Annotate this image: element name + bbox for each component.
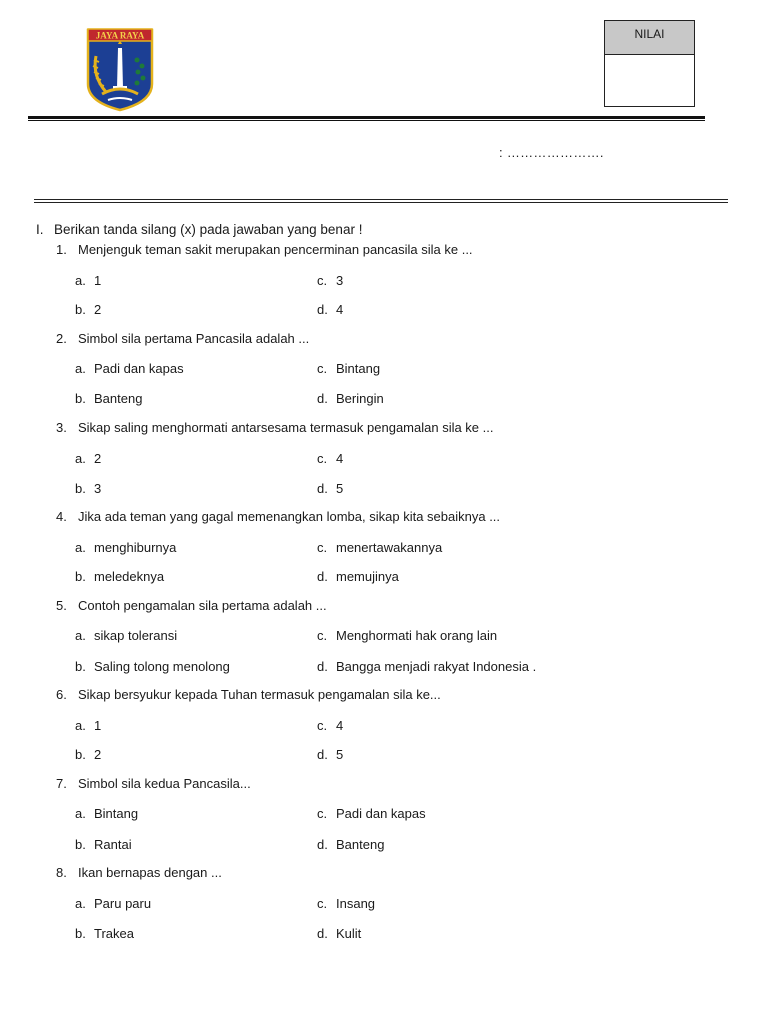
option-text: meledeknya xyxy=(94,569,165,584)
question-7 xyxy=(56,776,251,791)
question-number: 8. xyxy=(56,865,67,880)
option-letter: b. xyxy=(75,837,86,852)
option-a[interactable] xyxy=(75,628,177,643)
option-text: menghiburnya xyxy=(94,540,177,555)
question-text: Contoh pengamalan sila pertama adalah ... xyxy=(78,598,327,613)
question-1 xyxy=(56,242,473,257)
option-letter: a. xyxy=(75,451,86,466)
name-fill-line: : …………………. xyxy=(499,145,604,160)
option-text: Insang xyxy=(336,896,376,911)
option-text: 5 xyxy=(336,481,344,496)
option-text: Paru paru xyxy=(94,896,152,911)
option-b[interactable] xyxy=(75,837,132,852)
option-text: 2 xyxy=(94,302,102,317)
option-letter: a. xyxy=(75,806,86,821)
question-2 xyxy=(56,331,309,346)
option-b[interactable] xyxy=(75,391,142,406)
option-text: Rantai xyxy=(94,837,132,852)
question-4 xyxy=(56,509,500,524)
option-letter: a. xyxy=(75,896,86,911)
section-divider-top xyxy=(34,199,728,200)
option-letter: c. xyxy=(317,273,328,288)
svg-text:JAYA RAYA: JAYA RAYA xyxy=(95,30,145,41)
option-text: 2 xyxy=(94,747,102,762)
option-text: Banteng xyxy=(336,837,385,852)
option-text: Padi dan kapas xyxy=(94,361,184,376)
option-c[interactable] xyxy=(317,540,442,555)
option-a[interactable] xyxy=(75,718,101,733)
question-number: 7. xyxy=(56,776,67,791)
option-text: 3 xyxy=(336,273,344,288)
option-b[interactable] xyxy=(75,926,134,941)
option-b[interactable] xyxy=(75,747,101,762)
option-letter: b. xyxy=(75,391,86,406)
option-text: Kulit xyxy=(336,926,362,941)
question-text: Sikap bersyukur kepada Tuhan termasuk pengamalan sila ke... xyxy=(78,687,441,702)
option-letter: c. xyxy=(317,806,328,821)
question-6 xyxy=(56,687,441,702)
option-c[interactable] xyxy=(317,718,343,733)
question-text: Jika ada teman yang gagal memenangkan lomba, sikap kita sebaiknya ... xyxy=(78,509,501,524)
question-number: 2. xyxy=(56,331,67,346)
option-text: sikap toleransi xyxy=(94,628,178,643)
question-text: Sikap saling menghormati antarsesama termasuk pengamalan sila ke ... xyxy=(78,420,494,435)
option-letter: b. xyxy=(75,747,86,762)
question-number: 3. xyxy=(56,420,67,435)
option-text: 5 xyxy=(336,747,344,762)
header-divider-thick xyxy=(28,116,705,119)
option-text: Trakea xyxy=(94,926,134,941)
option-d[interactable] xyxy=(317,569,399,584)
option-letter: a. xyxy=(75,628,86,643)
option-d[interactable] xyxy=(317,302,343,317)
option-text: 2 xyxy=(94,451,102,466)
option-a[interactable] xyxy=(75,806,138,821)
option-letter: d. xyxy=(317,659,328,674)
option-letter: c. xyxy=(317,628,328,643)
option-a[interactable] xyxy=(75,451,101,466)
section-heading xyxy=(36,222,362,237)
jaya-raya-logo xyxy=(82,26,158,112)
option-b[interactable] xyxy=(75,659,230,674)
section-title: Berikan tanda silang (x) pada jawaban yang benar ! xyxy=(54,222,363,237)
option-c[interactable] xyxy=(317,806,426,821)
question-5 xyxy=(56,598,327,613)
question-text: Ikan bernapas dengan ... xyxy=(78,865,222,880)
option-letter: a. xyxy=(75,361,86,376)
option-letter: d. xyxy=(317,391,328,406)
option-d[interactable] xyxy=(317,659,536,674)
option-b[interactable] xyxy=(75,569,164,584)
option-text: 3 xyxy=(94,481,102,496)
option-text: 4 xyxy=(336,302,344,317)
section-divider-bottom xyxy=(34,202,728,203)
option-letter: c. xyxy=(317,896,328,911)
option-letter: b. xyxy=(75,569,86,584)
section-number: I. xyxy=(36,222,44,237)
option-text: Bintang xyxy=(94,806,139,821)
option-text: 4 xyxy=(336,451,344,466)
question-number: 6. xyxy=(56,687,67,702)
option-text: Padi dan kapas xyxy=(336,806,426,821)
option-letter: c. xyxy=(317,451,328,466)
option-c[interactable] xyxy=(317,628,497,643)
option-text: memujinya xyxy=(336,569,399,584)
option-d[interactable] xyxy=(317,391,384,406)
header-divider-thin xyxy=(28,120,705,121)
question-number: 1. xyxy=(56,242,67,257)
score-box xyxy=(604,20,695,107)
option-letter: b. xyxy=(75,481,86,496)
option-a[interactable] xyxy=(75,540,176,555)
option-a[interactable] xyxy=(75,361,184,376)
option-b[interactable] xyxy=(75,481,101,496)
option-text: Beringin xyxy=(336,391,384,406)
option-letter: a. xyxy=(75,540,86,555)
question-number: 4. xyxy=(56,509,67,524)
option-letter: b. xyxy=(75,659,86,674)
option-c[interactable] xyxy=(317,361,380,376)
option-text: Menghormati hak orang lain xyxy=(336,628,498,643)
option-d[interactable] xyxy=(317,747,343,762)
option-text: 4 xyxy=(336,718,344,733)
question-text: Simbol sila kedua Pancasila... xyxy=(78,776,251,791)
option-letter: d. xyxy=(317,569,328,584)
question-8 xyxy=(56,865,222,880)
option-letter: c. xyxy=(317,718,328,733)
question-3 xyxy=(56,420,494,435)
option-letter: d. xyxy=(317,747,328,762)
question-text: Menjenguk teman sakit merupakan pencerminan pancasila sila ke ... xyxy=(78,242,473,257)
option-b[interactable] xyxy=(75,302,101,317)
option-letter: c. xyxy=(317,540,328,555)
option-text: Banteng xyxy=(94,391,143,406)
option-letter: b. xyxy=(75,302,86,317)
option-text: 1 xyxy=(94,273,102,288)
option-letter: a. xyxy=(75,718,86,733)
option-a[interactable] xyxy=(75,896,151,911)
option-letter: c. xyxy=(317,361,328,376)
option-text: Bintang xyxy=(336,361,381,376)
option-text: Bangga menjadi rakyat Indonesia . xyxy=(336,659,537,674)
option-letter: d. xyxy=(317,302,328,317)
option-c[interactable] xyxy=(317,451,343,466)
option-text: 1 xyxy=(94,718,102,733)
score-box-label: NILAI xyxy=(605,21,694,55)
option-a[interactable] xyxy=(75,273,101,288)
option-d[interactable] xyxy=(317,481,343,496)
option-c[interactable] xyxy=(317,896,375,911)
option-letter: d. xyxy=(317,837,328,852)
option-c[interactable] xyxy=(317,273,343,288)
option-letter: a. xyxy=(75,273,86,288)
option-letter: b. xyxy=(75,926,86,941)
option-text: Saling tolong menolong xyxy=(94,659,230,674)
option-letter: d. xyxy=(317,481,328,496)
option-d[interactable] xyxy=(317,837,384,852)
question-text: Simbol sila pertama Pancasila adalah ... xyxy=(78,331,310,346)
option-letter: d. xyxy=(317,926,328,941)
option-text: menertawakannya xyxy=(336,540,443,555)
question-number: 5. xyxy=(56,598,67,613)
option-d[interactable] xyxy=(317,926,361,941)
